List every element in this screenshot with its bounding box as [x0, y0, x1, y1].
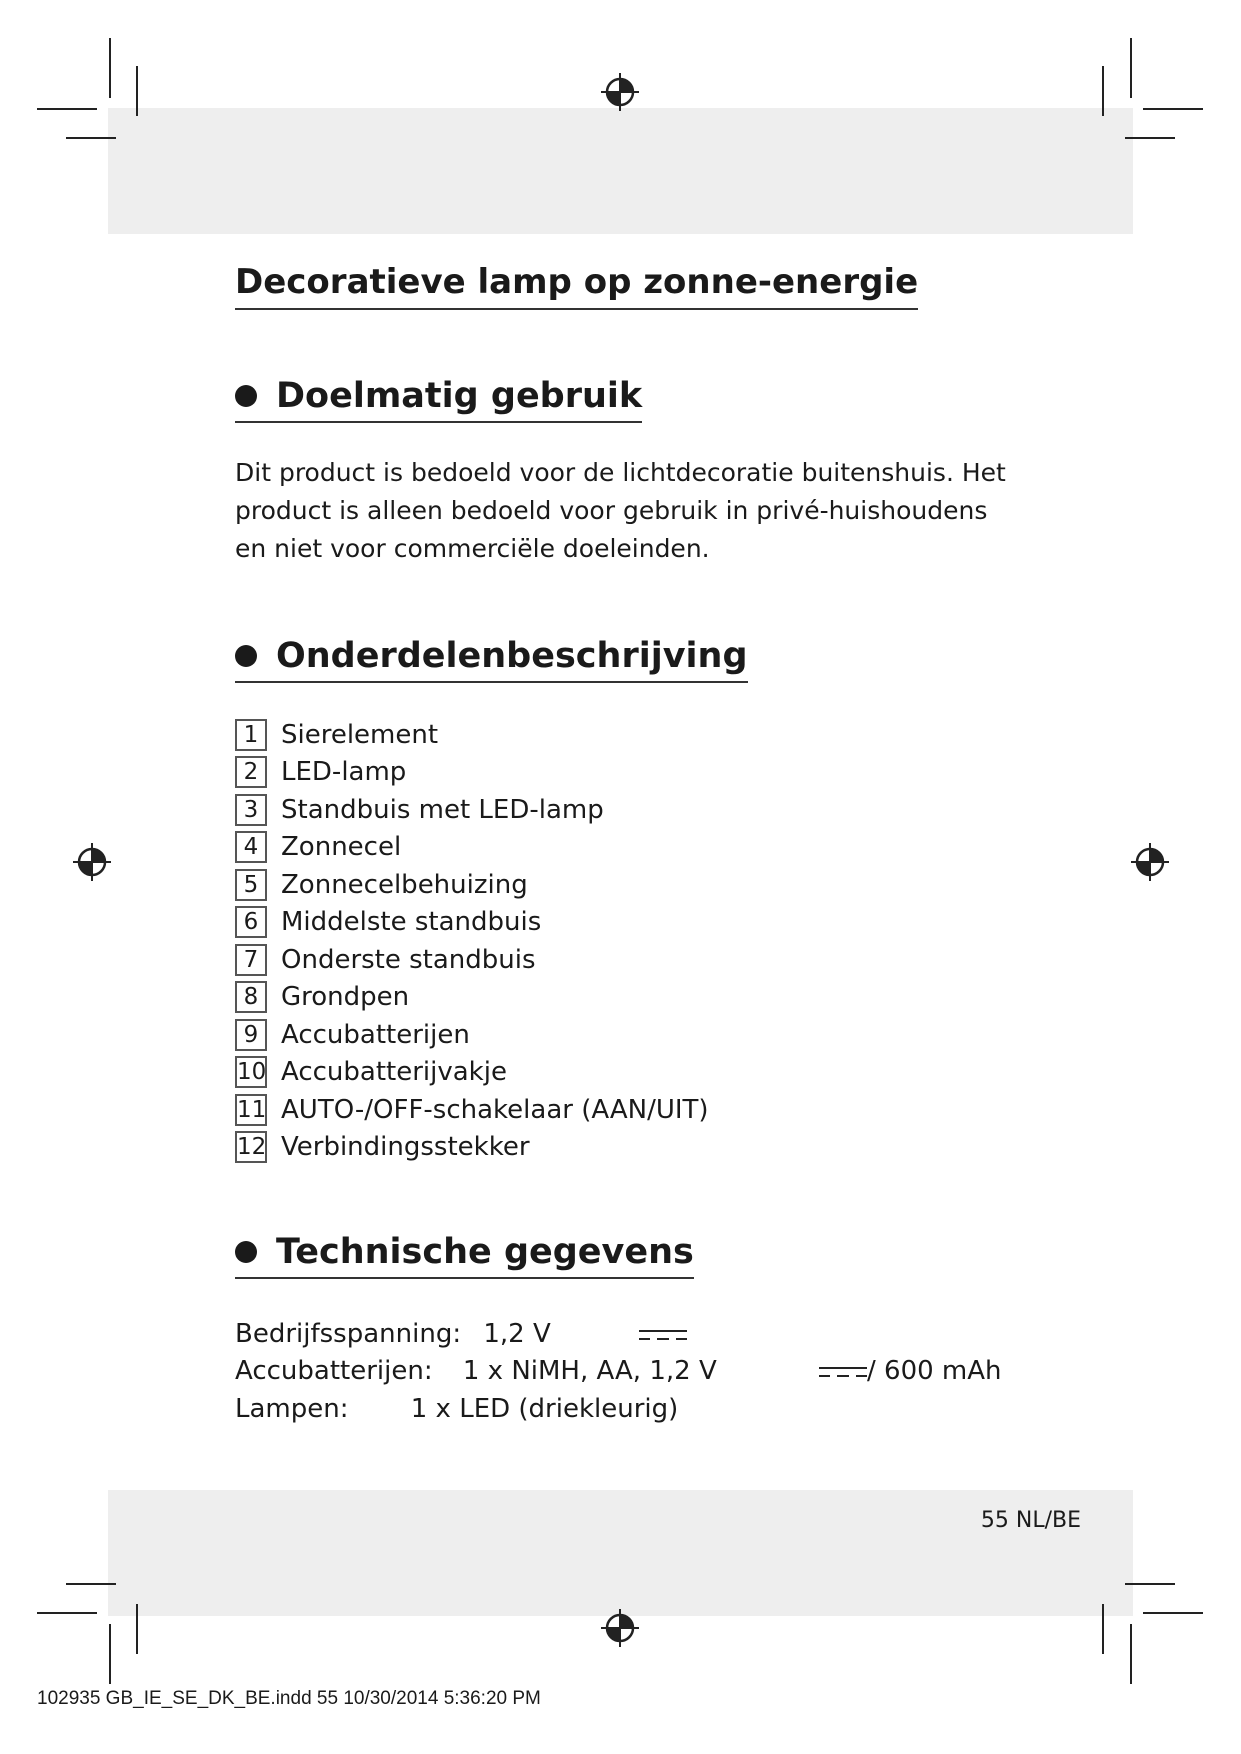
- bullet-icon: [235, 1241, 257, 1263]
- crop-mark: [136, 66, 138, 116]
- crop-mark: [1143, 1612, 1203, 1614]
- part-label: Zonnecel: [281, 832, 402, 863]
- registration-mark-icon: [600, 1608, 640, 1648]
- crop-mark: [1125, 1583, 1175, 1585]
- crop-mark: [37, 1612, 97, 1614]
- section-heading-text: Doelmatig gebruik: [276, 376, 643, 416]
- part-label: Onderste standbuis: [281, 944, 536, 975]
- print-slug: 102935 GB_IE_SE_DK_BE.indd 55 10/30/2014 5:36:20 PM: [37, 1688, 541, 1709]
- crop-mark: [37, 108, 97, 110]
- part-number: 2: [235, 756, 267, 788]
- part-number: 1: [235, 719, 267, 751]
- section-heading-parts: [235, 636, 748, 683]
- part-label: Grondpen: [281, 982, 410, 1013]
- spec-value: 1 x LED (driekleurig): [410, 1394, 679, 1424]
- header-band: [108, 108, 1133, 234]
- part-label: Standbuis met LED-lamp: [281, 794, 604, 825]
- registration-mark-icon: [1130, 842, 1170, 882]
- list-item: [235, 979, 709, 1017]
- part-number: 5: [235, 869, 267, 901]
- page-number: 55 NL/BE: [980, 1508, 1081, 1533]
- list-item: [235, 754, 709, 792]
- list-item: [235, 1016, 709, 1054]
- direct-current-icon: [819, 1365, 867, 1379]
- crop-mark: [66, 1583, 116, 1585]
- spec-value: 1,2 V: [483, 1319, 551, 1349]
- spec-row-voltage: [235, 1315, 687, 1353]
- part-number: 7: [235, 944, 267, 976]
- crop-mark: [66, 137, 116, 139]
- crop-mark: [1143, 108, 1203, 110]
- part-label: Accubatterijen: [281, 1019, 470, 1050]
- part-number: 8: [235, 981, 267, 1013]
- spec-label: Accubatterijen:: [235, 1356, 433, 1386]
- registration-mark-icon: [72, 842, 112, 882]
- part-number: 11: [235, 1094, 267, 1126]
- footer-band: [108, 1490, 1133, 1616]
- crop-mark: [1102, 1604, 1104, 1654]
- section-heading-text: Onderdelenbeschrijving: [276, 636, 748, 676]
- list-item: [235, 791, 709, 829]
- crop-mark: [109, 38, 111, 98]
- list-item: [235, 1091, 709, 1129]
- part-number: 6: [235, 906, 267, 938]
- part-number: 10: [235, 1056, 267, 1088]
- spec-row-batteries: [235, 1352, 1002, 1390]
- list-item: [235, 716, 709, 754]
- parts-list: [235, 716, 709, 1166]
- part-number: 9: [235, 1019, 267, 1051]
- crop-mark: [136, 1604, 138, 1654]
- part-number: 4: [235, 831, 267, 863]
- registration-mark-icon: [600, 72, 640, 112]
- part-label: Zonnecelbehuizing: [281, 869, 528, 900]
- crop-mark: [1102, 66, 1104, 116]
- section-heading-text: Technische gegevens: [276, 1232, 694, 1272]
- spec-row-lamps: [235, 1390, 678, 1428]
- list-item: [235, 1129, 709, 1167]
- list-item: [235, 1054, 709, 1092]
- page-title: Decoratieve lamp op zonne-energie: [235, 262, 918, 310]
- list-item: [235, 866, 709, 904]
- list-item: [235, 941, 709, 979]
- part-label: Verbindingsstekker: [281, 1132, 530, 1163]
- part-number: 3: [235, 794, 267, 826]
- crop-mark: [1130, 38, 1132, 98]
- direct-current-icon: [639, 1328, 687, 1342]
- part-number: 12: [235, 1131, 267, 1163]
- bullet-icon: [235, 385, 257, 407]
- part-label: LED-lamp: [281, 757, 407, 788]
- list-item: [235, 904, 709, 942]
- section-heading-usage: [235, 376, 642, 423]
- part-label: Middelste standbuis: [281, 907, 542, 938]
- spec-suffix: / 600 mAh: [867, 1356, 1002, 1386]
- part-label: Sierelement: [281, 719, 439, 750]
- section-heading-specs: [235, 1232, 694, 1279]
- list-item: [235, 829, 709, 867]
- part-label: AUTO-/OFF-schakelaar (AAN/UIT): [281, 1094, 709, 1125]
- spec-label: Bedrijfsspanning:: [235, 1319, 462, 1349]
- bullet-icon: [235, 645, 257, 667]
- crop-mark: [109, 1624, 111, 1684]
- spec-value: 1 x NiMH, AA, 1,2 V: [462, 1356, 717, 1386]
- part-label: Accubatterijvakje: [281, 1057, 507, 1088]
- spec-label: Lampen:: [235, 1394, 349, 1424]
- crop-mark: [1125, 137, 1175, 139]
- crop-mark: [1130, 1624, 1132, 1684]
- usage-paragraph: Dit product is bedoeld voor de lichtdecoratie buitenshuis. Het product is alleen bedoeld voor gebruik in privé-huishoudens en niet voor commerciële doeleinden.: [235, 458, 1006, 563]
